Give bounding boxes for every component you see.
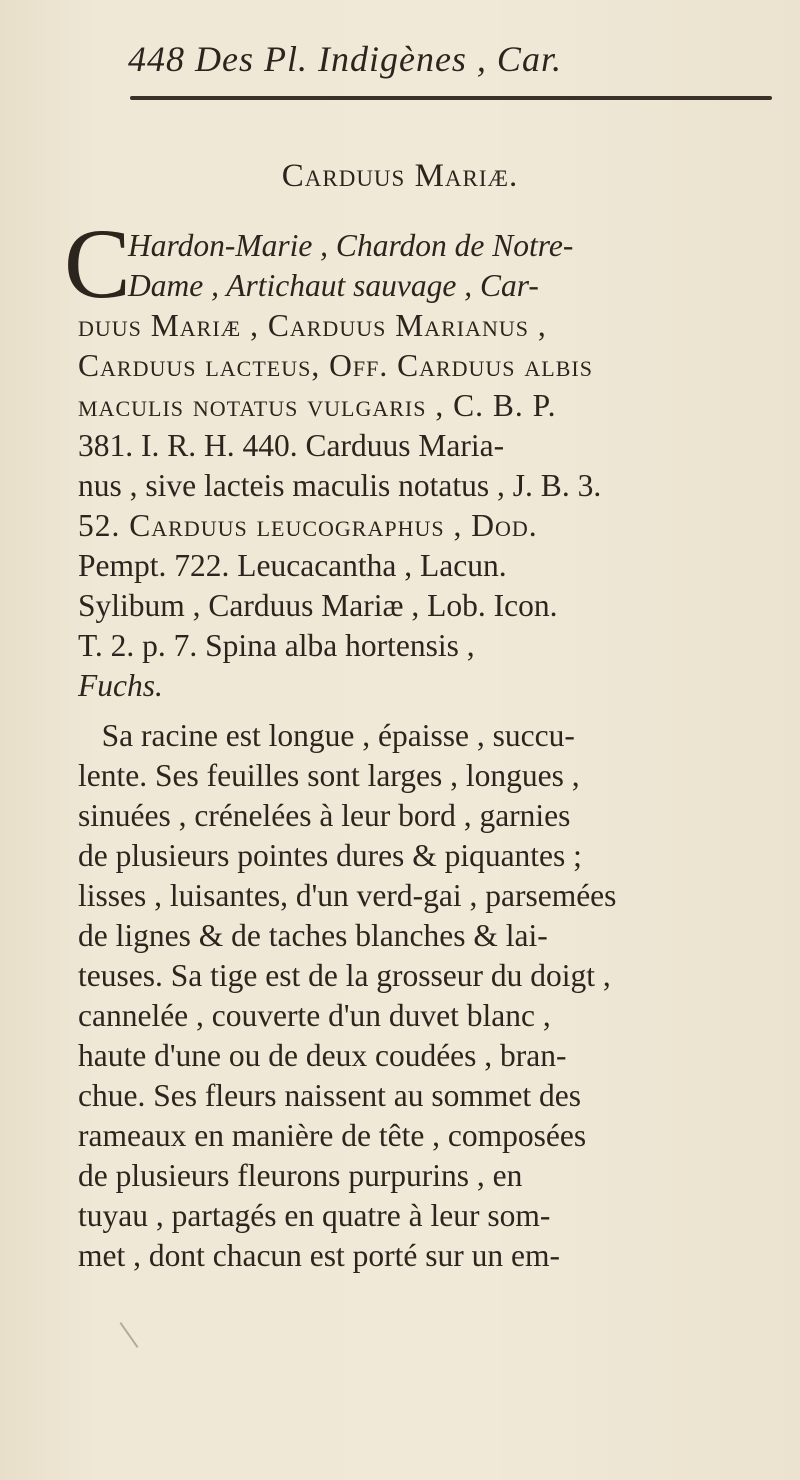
text-line: teuses. Sa tige est de la grosseur du doigt , [78, 958, 611, 993]
text-line: Hardon-Marie , Chardon de Notre- [128, 228, 574, 263]
text-line: 381. I. R. H. 440. Carduus Maria- [78, 428, 505, 463]
text-line: Sa racine est longue , épaisse , succu- [78, 718, 575, 753]
text-line: met , dont chacun est porté sur un em- [78, 1238, 560, 1273]
text-line: nus , sive lacteis maculis notatus , J. B. 3. [78, 468, 602, 503]
synonym-block-indented [128, 226, 768, 306]
drop-cap: C [64, 208, 131, 319]
text-line: tuyau , partagés en quatre à leur som- [78, 1198, 551, 1233]
synonym-block [78, 346, 766, 706]
text-line: lente. Ses feuilles sont larges , longues , [78, 758, 580, 793]
text-line: haute d'une ou de deux coudées , bran- [78, 1038, 567, 1073]
text-line: Fuchs. [78, 668, 163, 703]
text-line: Carduus lacteus, Off. Carduus albis [78, 348, 593, 383]
text-line: maculis notatus vulgaris , C. B. P. [78, 388, 557, 423]
section-title: Carduus Mariæ. [281, 158, 519, 194]
running-head: 448 Des Pl. Indigènes , Car. [128, 39, 562, 79]
text-line: 52. Carduus leucographus , Dod. [78, 508, 538, 543]
text-line: de plusieurs fleurons purpurins , en [78, 1158, 523, 1193]
text-line: sinuées , crénelées à leur bord , garnies [78, 798, 571, 833]
text-line: lisses , luisantes, d'un verd-gai , parsemées [78, 878, 617, 913]
text-line: Pempt. 722. Leucacantha , Lacun. [78, 548, 507, 583]
pencil-mark [120, 1322, 139, 1348]
text-line: de plusieurs pointes dures & piquantes ; [78, 838, 582, 873]
text-line: Dame , Artichaut sauvage , Car- [128, 268, 539, 303]
text-line: Sylibum , Carduus Mariæ , Lob. Icon. [78, 588, 558, 623]
synonym-line: duus Mariæ , Carduus Marianus , [78, 308, 547, 343]
header-rule [130, 96, 772, 100]
text-line: T. 2. p. 7. Spina alba hortensis , [78, 628, 475, 663]
text-line: cannelée , couverte d'un duvet blanc , [78, 998, 551, 1033]
description-paragraph [78, 716, 766, 1276]
text-line: chue. Ses fleurs naissent au sommet des [78, 1078, 582, 1113]
text-line: rameaux en manière de tête , composées [78, 1118, 587, 1153]
text-line: de lignes & de taches blanches & lai- [78, 918, 548, 953]
